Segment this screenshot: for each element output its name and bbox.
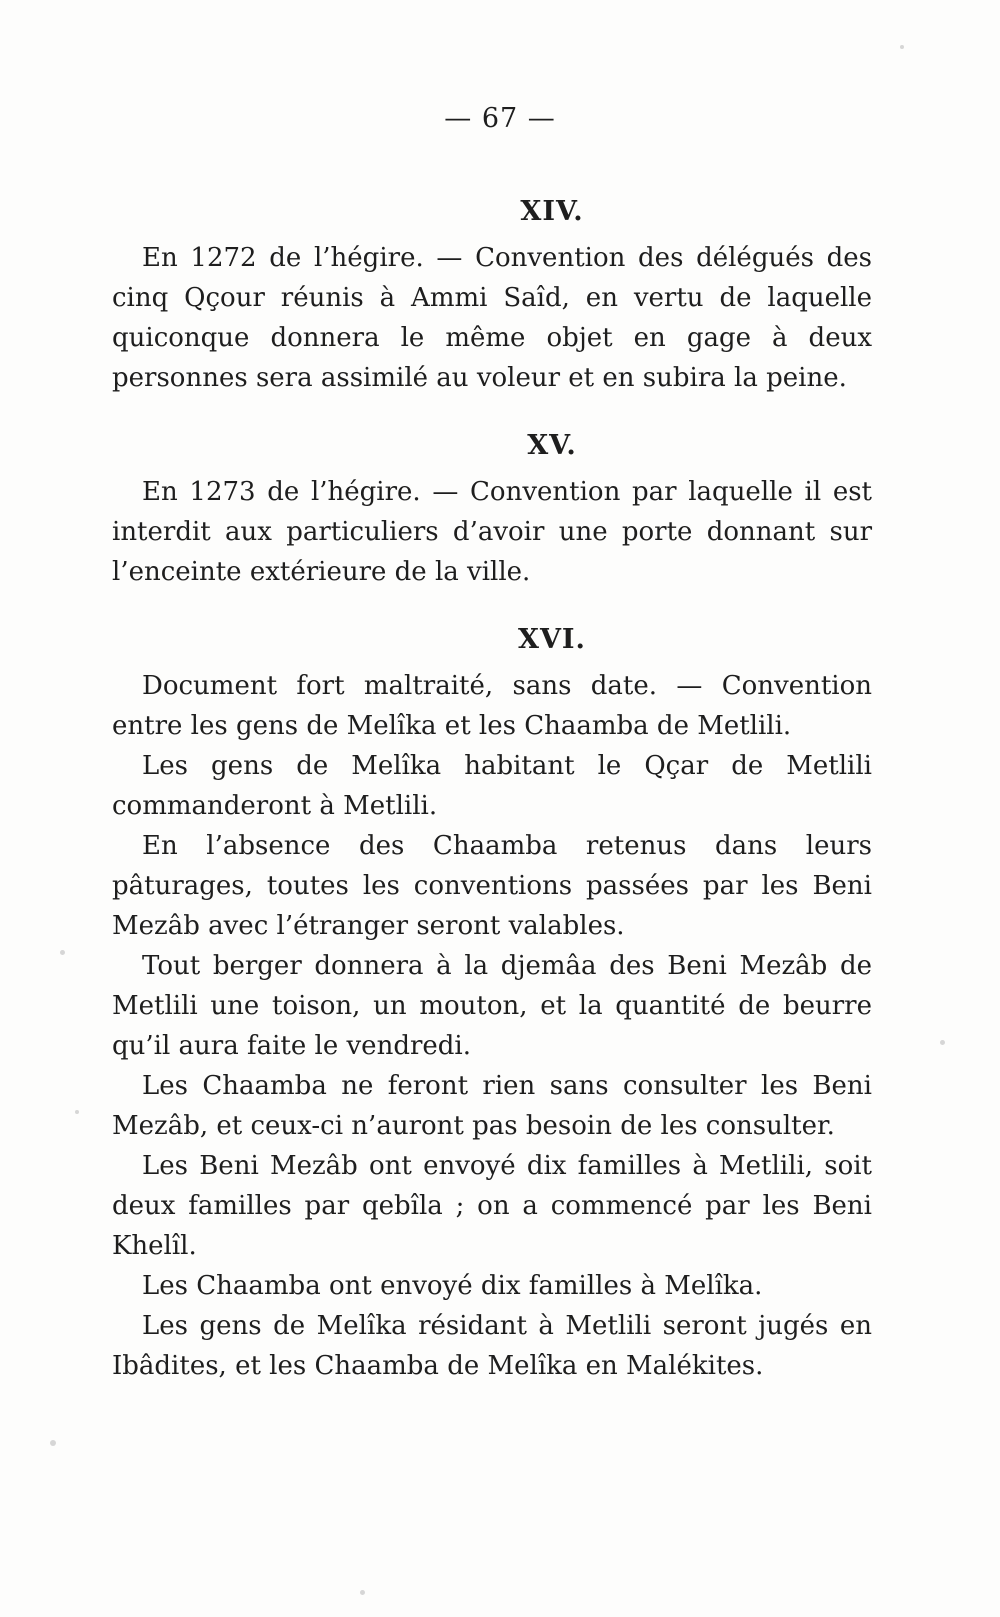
paper-speck bbox=[75, 1110, 79, 1114]
section-heading: XIV. bbox=[520, 196, 584, 227]
page-body bbox=[112, 186, 872, 1386]
paper-speck bbox=[60, 950, 65, 955]
page-number: — 67 — bbox=[444, 103, 556, 134]
paragraph: Les Chaamba ont envoyé dix familles à Melîka. bbox=[142, 1271, 763, 1301]
paragraph: Les Beni Mezâb ont envoyé dix familles à Metlili, soit deux familles par qebîla ; on a commencé par les Beni Khelîl. bbox=[112, 1151, 872, 1261]
section-xvi bbox=[112, 614, 872, 1386]
paragraph: Les Chaamba ne feront rien sans consulter les Beni Mezâb, et ceux-ci n’auront pas besoin de les consulter. bbox=[112, 1071, 872, 1141]
section-xiv bbox=[112, 186, 872, 398]
paragraph: Les gens de Melîka habitant le Qçar de Metlili commanderont à Metlili. bbox=[112, 751, 872, 821]
paper-speck bbox=[50, 1440, 56, 1446]
paragraph: En l’absence des Chaamba retenus dans leurs pâturages, toutes les conventions passées par les Beni Mezâb avec l’étranger seront valables. bbox=[112, 831, 872, 941]
paragraph: Tout berger donnera à la djemâa des Beni Mezâb de Metlili une toison, un mouton, et la quantité de beurre qu’il aura faite le vendredi. bbox=[112, 951, 872, 1061]
section-xv bbox=[112, 420, 872, 592]
section-heading: XV. bbox=[527, 430, 577, 461]
paragraph: Les gens de Melîka résidant à Metlili seront jugés en Ibâdites, et les Chaamba de Melîka en Malékites. bbox=[112, 1311, 872, 1381]
paragraph: Document fort maltraité, sans date. — Convention entre les gens de Melîka et les Chaamba de Metlili. bbox=[112, 671, 872, 741]
paper-speck bbox=[900, 45, 904, 49]
paragraph: En 1272 de l’hégire. — Convention des délégués des cinq Qçour réunis à Ammi Saîd, en vertu de laquelle quiconque donnera le même objet en gage à deux personnes sera assimilé au voleur et en subira la peine. bbox=[112, 243, 872, 393]
paper-speck bbox=[940, 1040, 945, 1045]
paragraph: En 1273 de l’hégire. — Convention par laquelle il est interdit aux particuliers d’avoir une porte donnant sur l’enceinte extérieure de la ville. bbox=[112, 477, 872, 587]
section-heading: XVI. bbox=[518, 624, 586, 655]
paper-speck bbox=[360, 1590, 365, 1595]
